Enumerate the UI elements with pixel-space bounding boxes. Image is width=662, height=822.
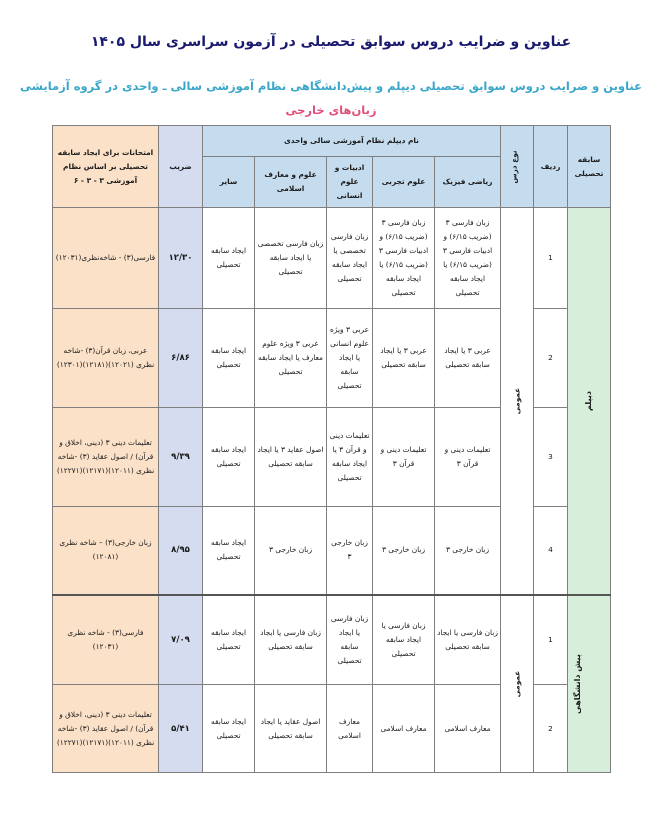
header-row-no: ردیف xyxy=(534,126,568,208)
cell-other: ایجاد سابقه تحصیلی xyxy=(203,208,255,309)
cell-other: ایجاد سابقه تحصیلی xyxy=(203,507,255,595)
course-type: عمومی xyxy=(501,595,534,773)
cell-math: زبان فارسی ۳ (ضریب ۶/۱۵) و ادبیات فارسی ۳ (ضریب ۶/۱۵) یا ایجاد سابقه تحصیلی xyxy=(435,208,501,309)
cell-other: ایجاد سابقه تحصیلی xyxy=(203,408,255,507)
coef-value: ۱۲/۳۰ xyxy=(159,208,203,309)
cell-science: معارف اسلامی xyxy=(373,685,435,773)
header-major-other: سایر xyxy=(203,157,255,208)
cell-math: زبان فارسی یا ایجاد سابقه تحصیلی xyxy=(435,595,501,685)
coef-value: ۵/۴۱ xyxy=(159,685,203,773)
header-diploma-title: نام دیپلم نظام آموزشی سالی واحدی xyxy=(203,126,501,157)
coef-value: ۹/۳۹ xyxy=(159,408,203,507)
cell-islamic: زبان فارسی یا ایجاد سابقه تحصیلی xyxy=(255,595,327,685)
exam-value: تعلیمات دینی ۳ (دینی، اخلاق و قرآن) / اصول عقاید (۳) -شاخه نظری (۱۲۰۱۱)(۱۲۱۷۱)(۱۲۲۷۱) xyxy=(53,685,159,773)
exam-value: فارسی(۳) - شاخه نظری (۱۲۰۳۱) xyxy=(53,595,159,685)
header-major-math: ریاضی فیزیک xyxy=(435,157,501,208)
cell-other: ایجاد سابقه تحصیلی xyxy=(203,685,255,773)
cell-science: زبان فارسی یا ایجاد سابقه تحصیلی xyxy=(373,595,435,685)
exam-value: زبان خارجی(۳) – شاخه نظری (۱۲۰۸۱) xyxy=(53,507,159,595)
coef-value: ۶/۸۶ xyxy=(159,309,203,408)
cell-islamic: اصول عقاید یا ایجاد سابقه تحصیلی xyxy=(255,685,327,773)
cell-other: ایجاد سابقه تحصیلی xyxy=(203,595,255,685)
course-type: عمومی xyxy=(501,208,534,595)
cell-islamic: زبان فارسی تخصصی یا ایجاد سابقه تحصیلی xyxy=(255,208,327,309)
coef-value: ۸/۹۵ xyxy=(159,507,203,595)
page-title: عناوین و ضرایب دروس سوابق تحصیلی در آزمون سراسری سال ۱۴۰۵ xyxy=(90,34,572,50)
cell-humanities: معارف اسلامی xyxy=(327,685,373,773)
cell-islamic: اصول عقاید ۳ یا ایجاد سابقه تحصیلی xyxy=(255,408,327,507)
cell-science: زبان فارسی ۳ (ضریب ۶/۱۵) و ادبیات فارسی ۳ (ضریب ۶/۱۵) یا ایجاد سابقه تحصیلی xyxy=(373,208,435,309)
section-name: پیش دانشگاهی xyxy=(568,595,611,773)
header-section: سابقه تحصیلی xyxy=(568,126,611,208)
exam-value: عربی، زبان قرآن(۳) -شاخه نظری (۱۲۰۲۱)(۱۲۱۸۱)(۱۲۳۰۱) xyxy=(53,309,159,408)
group-name: زبان‌های خارجی xyxy=(285,103,377,117)
row-no: 2 xyxy=(534,309,568,408)
header-exam: امتحانات برای ایجاد سابقه تحصیلی بر اساس نظام آموزشی ۳ - ۳ - ۶ xyxy=(53,126,159,208)
page-subtitle: عناوین و ضرایب دروس سوابق تحصیلی دیپلم و پیش‌دانشگاهی نظام آموزشی سالی ـ واحدی در گروه آزمایشی xyxy=(20,79,642,93)
cell-math: معارف اسلامی xyxy=(435,685,501,773)
coefficients-table xyxy=(52,125,611,773)
header-major-islamic: علوم و معارف اسلامی xyxy=(255,157,327,208)
cell-humanities: زبان خارجی ۳ xyxy=(327,507,373,595)
row-no: 1 xyxy=(534,595,568,685)
row-no: 4 xyxy=(534,507,568,595)
cell-islamic: عربی ۳ ویژه علوم معارف یا ایجاد سابقه تحصیلی xyxy=(255,309,327,408)
header-coef: ضریب xyxy=(159,126,203,208)
cell-humanities: تعلیمات دینی و قرآن ۳ یا ایجاد سابقه تحصیلی xyxy=(327,408,373,507)
cell-science: زبان خارجی ۳ xyxy=(373,507,435,595)
cell-science: عربی ۳ یا ایجاد سابقه تحصیلی xyxy=(373,309,435,408)
row-no: 3 xyxy=(534,408,568,507)
cell-math: زبان خارجی ۳ xyxy=(435,507,501,595)
cell-humanities: زبان فارسی یا ایجاد سابقه تحصیلی xyxy=(327,595,373,685)
cell-science: تعلیمات دینی و قرآن ۳ xyxy=(373,408,435,507)
coef-value: ۷/۰۹ xyxy=(159,595,203,685)
cell-math: عربی ۳ یا ایجاد سابقه تحصیلی xyxy=(435,309,501,408)
header-major-humanities: ادبیات و علوم انسانی xyxy=(327,157,373,208)
header-major-science: علوم تجربی xyxy=(373,157,435,208)
table-row xyxy=(53,208,611,309)
cell-humanities: عربی ۳ ویژه علوم انسانی یا ایجاد سابقه تحصیلی xyxy=(327,309,373,408)
cell-math: تعلیمات دینی و قرآن ۳ xyxy=(435,408,501,507)
cell-other: ایجاد سابقه تحصیلی xyxy=(203,309,255,408)
section-name: دیپلم xyxy=(568,208,611,595)
table-row xyxy=(53,595,611,685)
header-course-type: نوع درس xyxy=(501,126,534,208)
row-no: 2 xyxy=(534,685,568,773)
row-no: 1 xyxy=(534,208,568,309)
cell-humanities: زبان فارسی تخصصی یا ایجاد سابقه تحصیلی xyxy=(327,208,373,309)
exam-value: تعلیمات دینی ۳ (دینی، اخلاق و قرآن) / اصول عقاید (۳) -شاخه نظری (۱۲۰۱۱)(۱۲۱۷۱)(۱۲۲۷۱) xyxy=(53,408,159,507)
exam-value: فارسی(۳) - شاخه‌نظری(۱۲۰۳۱) xyxy=(53,208,159,309)
cell-islamic: زبان خارجی ۳ xyxy=(255,507,327,595)
